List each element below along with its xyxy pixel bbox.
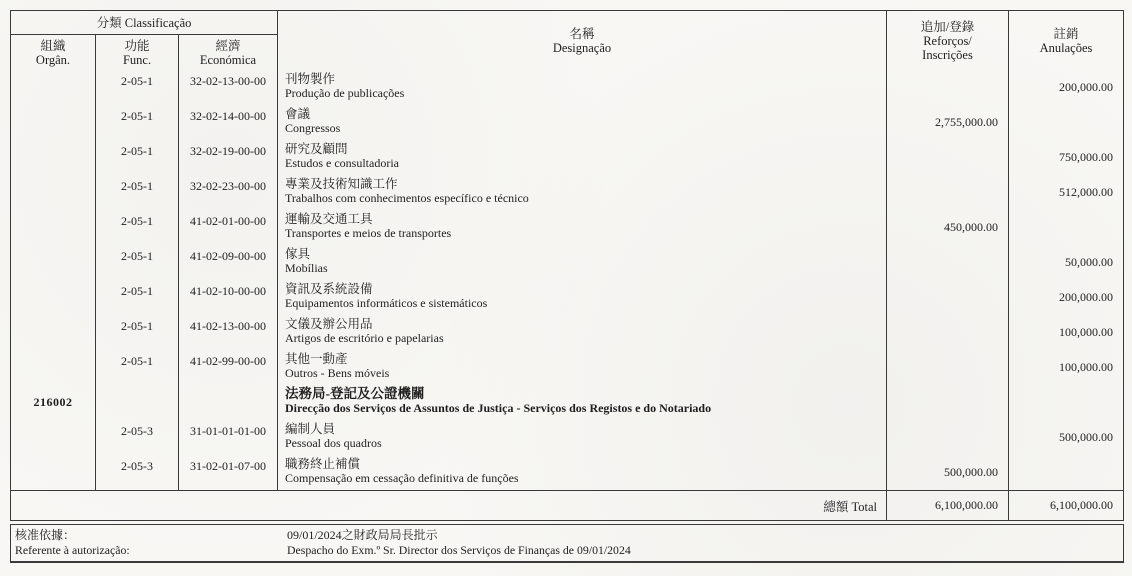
designacao-pt: Trabalhos com conhecimentos específico e técnico — [285, 191, 529, 205]
header-anulacoes — [1009, 11, 1123, 70]
table-header — [11, 11, 1123, 70]
designacao-pt: Congressos — [285, 121, 341, 135]
table-body — [11, 70, 1123, 490]
authorization-footer — [10, 524, 1124, 563]
header-org-zh: 組織 — [40, 38, 66, 53]
designacao-pt: Transportes e meios de transportes — [285, 226, 452, 240]
cell-designacao — [278, 70, 887, 105]
designacao-zh: 編制人員 — [285, 422, 336, 436]
header-reforcos-pt1: Reforços/ — [923, 33, 972, 48]
cell-func-code: 2-05-1 — [96, 245, 179, 280]
cell-anulacoes — [1009, 210, 1123, 245]
cell-anulacoes: 200,000.00 — [1059, 80, 1113, 94]
cell-designacao — [278, 350, 887, 385]
cell-org-code — [11, 70, 96, 105]
header-classification — [11, 11, 278, 35]
cell-func-code — [96, 385, 179, 420]
cell-reforcos — [887, 175, 1009, 210]
header-econ-zh: 經濟 — [215, 38, 241, 53]
cell-org-code — [11, 315, 96, 350]
cell-anulacoes — [1009, 385, 1123, 420]
cell-reforcos: 2,755,000.00 — [887, 105, 1009, 140]
cell-reforcos — [887, 350, 1009, 385]
designacao-pt: Compensação em cessação definitiva de funções — [285, 471, 519, 485]
header-anulacoes-zh: 註銷 — [1053, 26, 1079, 41]
cell-econ-code: 32-02-23-00-00 — [179, 175, 278, 210]
cell-org-code — [11, 245, 96, 280]
authorization-label-zh: 核准依據： — [15, 528, 76, 542]
cell-econ-code: 31-02-01-07-00 — [179, 455, 278, 490]
total-reforcos-value: 6,100,000.00 — [887, 491, 1009, 520]
header-org — [11, 35, 96, 70]
cell-org-code — [11, 420, 96, 455]
cell-econ-code: 41-02-10-00-00 — [179, 280, 278, 315]
total-anulacoes-value: 6,100,000.00 — [1050, 498, 1113, 512]
header-designacao-zh: 名稱 — [569, 26, 595, 41]
cell-designacao — [278, 105, 887, 140]
designacao-zh: 刊物製作 — [285, 72, 336, 86]
header-anulacoes-pt: Anulações — [1039, 40, 1093, 55]
cell-anulacoes — [1009, 105, 1123, 140]
cell-org-code — [11, 350, 96, 385]
cell-func-code: 2-05-1 — [96, 70, 179, 105]
cell-reforcos — [887, 70, 1009, 105]
cell-econ-code — [179, 385, 278, 420]
cell-org-code — [11, 105, 96, 140]
cell-designacao — [278, 315, 887, 350]
designacao-pt: Direcção dos Serviços de Assuntos de Justiça - Serviços dos Registos e do Notariado — [285, 401, 712, 415]
header-reforcos-zh: 追加/登錄 — [920, 19, 975, 34]
designacao-pt: Equipamentos informáticos e sistemáticos — [285, 296, 488, 310]
cell-org-code — [11, 455, 96, 490]
designacao-zh: 其他一動產 — [285, 352, 348, 366]
designacao-zh: 職務終止補償 — [285, 457, 361, 471]
designacao-zh: 傢具 — [285, 247, 311, 261]
cell-reforcos — [887, 140, 1009, 175]
designacao-zh: 運輸及交通工具 — [285, 212, 373, 226]
designacao-pt: Produção de publicações — [285, 86, 405, 100]
cell-func-code: 2-05-1 — [96, 210, 179, 245]
authorization-labels — [15, 528, 287, 561]
cell-econ-code: 41-02-09-00-00 — [179, 245, 278, 280]
designacao-zh: 文儀及辦公用品 — [285, 317, 373, 331]
header-econ-pt: Económica — [199, 52, 257, 67]
cell-org-code — [11, 280, 96, 315]
cell-func-code: 2-05-1 — [96, 350, 179, 385]
header-func-zh: 功能 — [124, 38, 150, 53]
authorization-value-pt: Despacho do Exm.º Sr. Director dos Serviços de Finanças de 09/01/2024 — [287, 543, 631, 557]
cell-reforcos — [887, 245, 1009, 280]
cell-econ-code: 32-02-13-00-00 — [179, 70, 278, 105]
cell-econ-code: 32-02-14-00-00 — [179, 105, 278, 140]
cell-anulacoes: 100,000.00 — [1059, 325, 1113, 339]
cell-designacao — [278, 210, 887, 245]
header-econ — [179, 35, 278, 70]
designacao-zh: 研究及顧問 — [285, 142, 348, 156]
header-func — [96, 35, 179, 70]
cell-anulacoes — [1009, 455, 1123, 490]
cell-reforcos — [887, 420, 1009, 455]
cell-func-code: 2-05-1 — [96, 280, 179, 315]
cell-econ-code: 41-02-01-00-00 — [179, 210, 278, 245]
cell-econ-code: 32-02-19-00-00 — [179, 140, 278, 175]
designacao-zh: 法務局-登記及公證機關 — [285, 386, 425, 401]
total-label: 總額 Total — [11, 491, 887, 520]
cell-designacao — [278, 455, 887, 490]
designacao-zh: 資訊及系統設備 — [285, 282, 373, 296]
designacao-pt: Pessoal dos quadros — [285, 436, 382, 450]
cell-anulacoes: 200,000.00 — [1059, 290, 1113, 304]
cell-anulacoes: 512,000.00 — [1059, 185, 1113, 199]
cell-org-code — [11, 175, 96, 210]
budget-table — [10, 10, 1124, 521]
header-designacao — [278, 11, 887, 70]
cell-designacao — [278, 175, 887, 210]
header-classification-label: 分類 Classificação — [96, 15, 192, 30]
authorization-label-pt: Referente à autorização: — [15, 543, 130, 557]
authorization-values — [287, 528, 1123, 561]
designacao-pt: Outros - Bens móveis — [285, 366, 390, 380]
cell-designacao — [278, 140, 887, 175]
cell-func-code: 2-05-1 — [96, 105, 179, 140]
cell-org-code: 216002 — [11, 385, 96, 420]
header-reforcos — [887, 11, 1009, 70]
cell-econ-code: 41-02-99-00-00 — [179, 350, 278, 385]
cell-func-code: 2-05-1 — [96, 315, 179, 350]
cell-reforcos: 500,000.00 — [887, 455, 1009, 490]
cell-anulacoes: 100,000.00 — [1059, 360, 1113, 374]
total-row — [11, 490, 1123, 520]
designacao-zh: 專業及技術知識工作 — [285, 177, 398, 191]
cell-designacao — [278, 245, 887, 280]
cell-org-code — [11, 210, 96, 245]
cell-reforcos — [887, 280, 1009, 315]
cell-func-code: 2-05-3 — [96, 455, 179, 490]
cell-reforcos — [887, 315, 1009, 350]
designacao-pt: Mobílias — [285, 261, 328, 275]
cell-func-code: 2-05-3 — [96, 420, 179, 455]
cell-designacao — [278, 280, 887, 315]
designacao-pt: Estudos e consultadoria — [285, 156, 399, 170]
cell-func-code: 2-05-1 — [96, 140, 179, 175]
cell-reforcos: 450,000.00 — [887, 210, 1009, 245]
cell-anulacoes: 50,000.00 — [1065, 255, 1113, 269]
header-reforcos-pt2: Inscrições — [922, 47, 973, 62]
cell-anulacoes: 500,000.00 — [1059, 430, 1113, 444]
cell-func-code: 2-05-1 — [96, 175, 179, 210]
cell-econ-code: 31-01-01-01-00 — [179, 420, 278, 455]
header-func-pt: Func. — [122, 52, 152, 67]
header-org-pt: Orgân. — [35, 52, 71, 67]
designacao-zh: 會議 — [285, 107, 311, 121]
cell-designacao — [278, 420, 887, 455]
cell-econ-code: 41-02-13-00-00 — [179, 315, 278, 350]
cell-anulacoes: 750,000.00 — [1059, 150, 1113, 164]
authorization-value-zh: 09/01/2024之財政局局長批示 — [287, 528, 438, 542]
designacao-pt: Artigos de escritório e papelarias — [285, 331, 444, 345]
header-designacao-pt: Designação — [552, 40, 612, 55]
cell-designacao — [278, 385, 887, 420]
cell-reforcos — [887, 385, 1009, 420]
cell-org-code — [11, 140, 96, 175]
